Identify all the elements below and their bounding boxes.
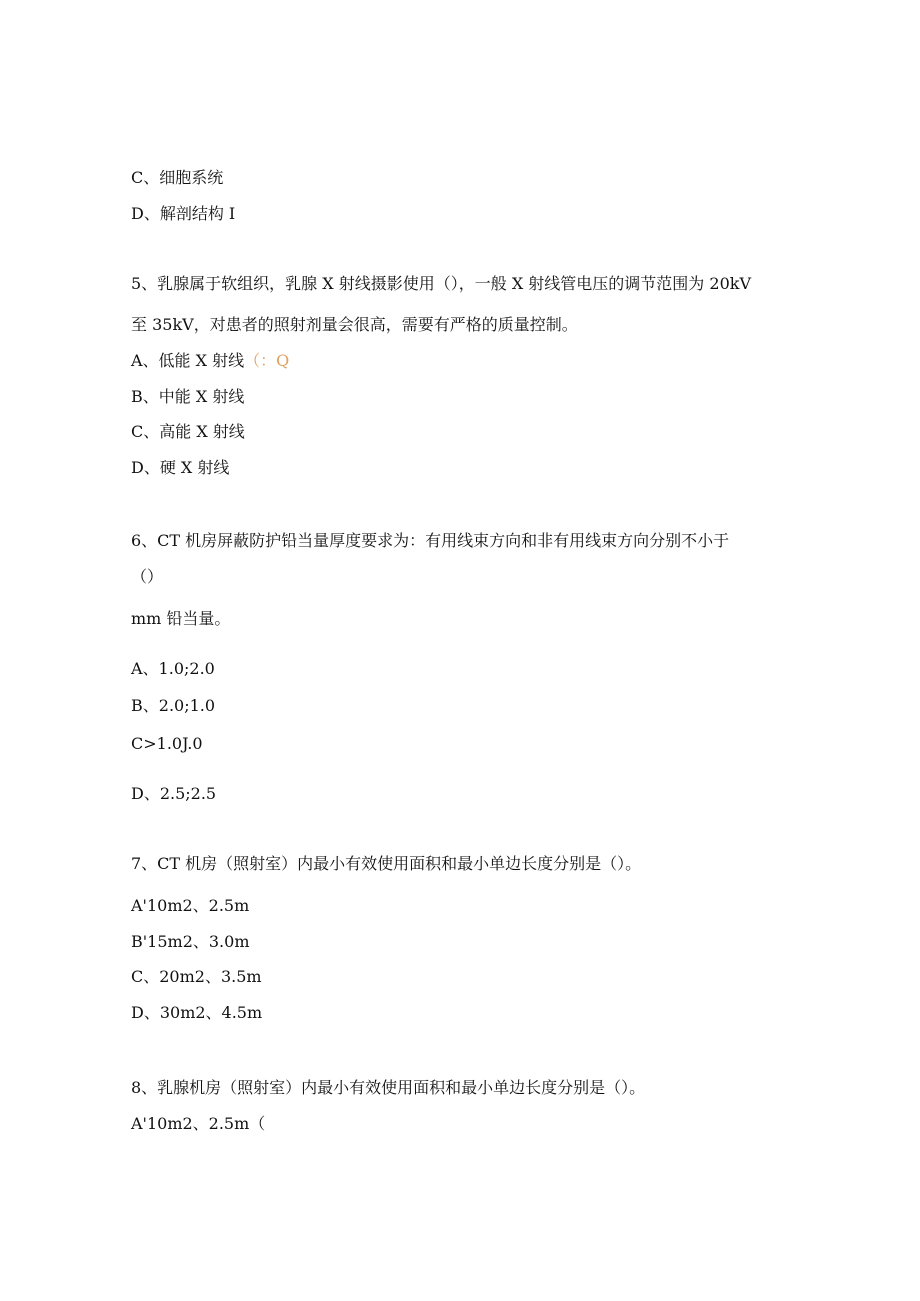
q8-stem: 8、乳腺机房（照射室）内最小有效使用面积和最小单边长度分别是（）。 xyxy=(131,1078,646,1097)
prev-option-d: D、解剖结构 I xyxy=(131,204,236,223)
q7-option-c: C、20m2、3.5m xyxy=(131,967,262,986)
q6-stem-line3: mm 铅当量。 xyxy=(131,609,231,628)
q7-option-a: A'10m2、2.5m xyxy=(131,896,250,915)
q5-option-a-note: （：Q xyxy=(244,351,290,370)
q7-option-b: B'15m2、3.0m xyxy=(131,932,250,951)
q5-stem-line2: 至 35kV，对患者的照射剂量会很高，需要有严格的质量控制。 xyxy=(131,315,578,334)
q6-option-d: D、2.5;2.5 xyxy=(131,784,217,803)
q5-stem-line1: 5、乳腺属于软组织，乳腺 X 射线摄影使用（），一般 X 射线管电压的调节范围为 20kV xyxy=(131,274,752,293)
q6-stem-line2: （） xyxy=(131,567,164,586)
q5-option-d: D、硬 X 射线 xyxy=(131,458,230,477)
q6-stem-line1: 6、CT 机房屏蔽防护铅当量厚度要求为：有用线束方向和非有用线束方向分别不小于 xyxy=(131,531,730,550)
q5-option-c: C、高能 X 射线 xyxy=(131,422,245,441)
q6-option-b: B、2.0;1.0 xyxy=(131,696,216,715)
q7-option-d: D、30m2、4.5m xyxy=(131,1003,263,1022)
q8-option-a: A'10m2、2.5m（ xyxy=(131,1114,266,1133)
q5-option-a xyxy=(131,351,289,371)
q5-option-b: B、中能 X 射线 xyxy=(131,387,245,406)
q7-stem: 7、CT 机房（照射室）内最小有效使用面积和最小单边长度分别是（）。 xyxy=(131,854,642,873)
q5-option-a-text: A、低能 X 射线 xyxy=(131,351,245,370)
prev-option-c: C、细胞系统 xyxy=(131,168,224,187)
q6-option-c: C>1.0J.0 xyxy=(131,734,203,753)
q6-option-a: A、1.0;2.0 xyxy=(131,659,215,678)
